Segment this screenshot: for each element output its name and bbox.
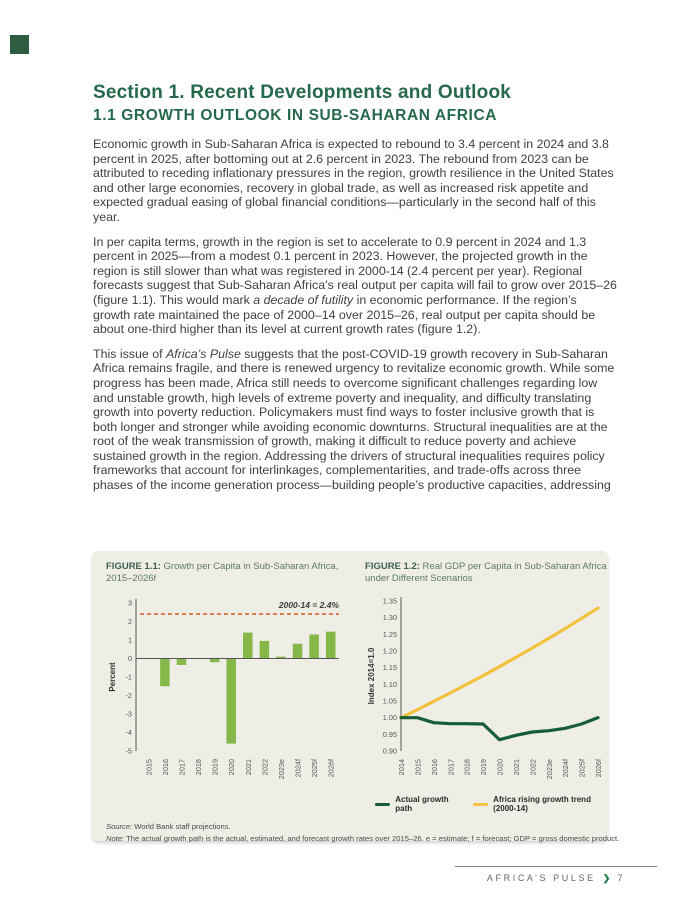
svg-text:1.25: 1.25: [382, 629, 397, 639]
svg-text:2018: 2018: [462, 759, 472, 776]
footer-brand: AFRICA’S PULSE: [486, 873, 596, 883]
svg-text:2022: 2022: [528, 759, 538, 776]
svg-text:1: 1: [127, 635, 132, 645]
paragraph-3: This issue of Africa’s Pulse suggests that the post-COVID-19 growth recovery in Sub-Saharan Africa remains fragile, and there is renewed urgency to revitalize economic growth. While some progress has been made, Africa still needs to overcome significant challenges regarding low and unstable growth, high levels of extreme poverty and inequality, and difficulty translating growth into poverty reduction. Policymakers must find ways to foster inclusive growth that is both longer and stronger while avoiding economic downturns. Structural inequalities are at the root of the weak transmission of growth, making it difficult to reduce poverty and achieve sustained growth in the region. Addressing the drivers of structural inequalities requires policy frameworks that account for interlinkages, complementarities, and trade-offs across three phases of the income generation process—building people’s productive capacities, addressing: [93, 346, 615, 493]
legend-line-swatch-trend: [473, 803, 488, 806]
svg-text:2020: 2020: [495, 759, 505, 776]
svg-text:2023e: 2023e: [276, 759, 286, 780]
figure-1-1-chart: [106, 591, 349, 793]
svg-text:2000-14 = 2.4%: 2000-14 = 2.4%: [278, 600, 339, 611]
svg-text:1.15: 1.15: [382, 663, 397, 673]
svg-text:2016: 2016: [429, 759, 439, 776]
svg-text:2020: 2020: [227, 759, 237, 776]
svg-text:2019: 2019: [479, 759, 489, 776]
figure-1-2-label: FIGURE 1.2:: [365, 561, 420, 572]
svg-text:2017: 2017: [177, 759, 187, 776]
svg-text:2021: 2021: [511, 759, 521, 776]
figure-note: Note: The actual growth path is the actual, estimated, and forecast growth rates over 2015–26. e = estimate; f = forecast; GDP = gross domestic product.: [106, 834, 620, 843]
figure-1-1-title: FIGURE 1.1: Growth per Capita in Sub-Saharan Africa, 2015–2026f: [106, 561, 339, 584]
legend-item-actual: [375, 795, 457, 813]
paragraph-2: In per capita terms, growth in the region is set to accelerate to 0.9 percent in 2024 and 1.3 percent in 2025—from a modest 0.1 percent in 2023. However, the projected growth in the region is still slower than what was registered in 2000-14 (2.4 percent per year). Regional forecasts suggest that Sub-Saharan Africa’s real output per capita will fail to grow over 2015–26 (figure 1.1). This would mark a decade of futility in economic performance. If the region’s growth rate maintained the pace of 2000–14 over 2015–26, real output per capita should be about one-third higher than its level at current growth rates (figure 1.2).: [93, 234, 617, 337]
figure-source: Source: World Bank staff projections.: [106, 822, 231, 831]
svg-text:-2: -2: [125, 691, 132, 700]
page-number: 7: [617, 873, 626, 883]
svg-text:1.20: 1.20: [382, 646, 397, 656]
svg-text:0.95: 0.95: [382, 729, 397, 739]
figure-1-1: [106, 561, 349, 813]
svg-text:-5: -5: [125, 746, 132, 756]
svg-text:2015: 2015: [413, 759, 423, 776]
svg-text:Index 2014=1.0: Index 2014=1.0: [367, 647, 376, 705]
legend-label-trend: Africa rising growth trend (2000-14): [493, 795, 591, 813]
section-heading: Section 1. Recent Developments and Outlook: [93, 82, 512, 103]
svg-text:1.35: 1.35: [382, 596, 397, 606]
svg-text:1.05: 1.05: [382, 696, 397, 706]
page-footer: [455, 866, 657, 884]
svg-text:0.90: 0.90: [382, 746, 397, 756]
svg-text:2024f: 2024f: [293, 759, 303, 778]
svg-text:-3: -3: [125, 709, 132, 719]
svg-text:-4: -4: [125, 728, 132, 737]
svg-text:2016: 2016: [160, 759, 170, 776]
legend-item-trend: [473, 795, 608, 813]
svg-text:2024f: 2024f: [561, 759, 571, 778]
legend-line-swatch-actual: [375, 803, 390, 806]
svg-text:2022: 2022: [260, 759, 270, 776]
figure-source-note: [106, 821, 620, 845]
svg-text:1.10: 1.10: [382, 679, 397, 689]
svg-text:2015: 2015: [144, 759, 154, 776]
svg-text:2023e: 2023e: [544, 759, 554, 780]
corner-marker: [10, 35, 29, 54]
svg-text:3: 3: [127, 598, 132, 608]
svg-text:2025f: 2025f: [310, 759, 320, 778]
svg-text:1.30: 1.30: [382, 613, 397, 623]
paragraph-1: Economic growth in Sub-Saharan Africa is expected to rebound to 3.4 percent in 2024 and 3.8 percent in 2025, after bottoming out at 2.6 percent in 2023. The rebound from 2023 can be attributed to receding inflationary pressures in the region, growth resilience in the United States and other large economies, recovery in global trade, as well as increased risk appetite and expected gradual easing of global financial conditions—particularly in the second half of this year.: [93, 137, 614, 224]
svg-text:2026f: 2026f: [594, 759, 603, 778]
svg-text:2018: 2018: [194, 759, 204, 776]
svg-text:Percent: Percent: [108, 662, 117, 692]
figure-1-2-chart: [365, 591, 608, 793]
svg-text:1.00: 1.00: [382, 713, 397, 723]
svg-text:2014: 2014: [397, 759, 406, 776]
svg-text:2: 2: [127, 617, 132, 626]
svg-text:2021: 2021: [243, 759, 253, 776]
legend-label-actual: Actual growth path: [395, 795, 449, 813]
svg-text:2019: 2019: [210, 759, 220, 776]
figure-1-2-title: FIGURE 1.2: Real GDP per Capita in Sub-Saharan Africa under Different Scenarios: [365, 561, 607, 584]
figure-1-1-label: FIGURE 1.1:: [106, 561, 161, 572]
svg-text:2017: 2017: [446, 759, 456, 776]
svg-text:0: 0: [127, 654, 132, 663]
subsection-heading: 1.1 GROWTH OUTLOOK IN SUB-SAHARAN AFRICA: [93, 107, 498, 124]
chevron-icon: ❯: [602, 873, 611, 883]
figure-1-2: [365, 561, 608, 813]
svg-text:2026f: 2026f: [326, 759, 336, 778]
chart-legend: [375, 795, 608, 813]
svg-text:-1: -1: [125, 672, 132, 682]
charts-row: [106, 561, 607, 813]
figure-panel: [92, 551, 620, 843]
page-content: [93, 82, 617, 503]
svg-text:2025f: 2025f: [577, 759, 587, 778]
